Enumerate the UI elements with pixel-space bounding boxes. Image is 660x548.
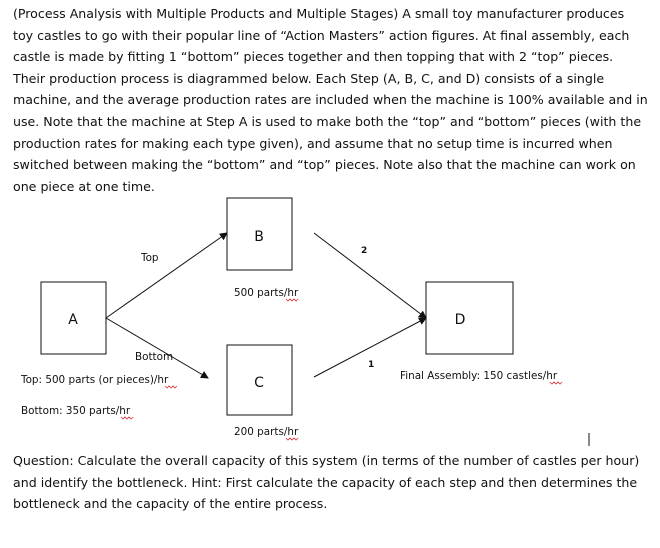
statement-line: (Process Analysis with Multiple Products and Multiple Stages) A small toy manufacturer produces [13, 6, 625, 21]
spellcheck-mark [286, 299, 298, 301]
step-d-rate: Final Assembly: 150 castles/hr [400, 370, 558, 382]
flow-arrow-a-to-b [106, 233, 227, 318]
spellcheck-mark [286, 438, 298, 440]
statement-line: one piece at one time. [13, 178, 155, 194]
flow-bottom-label: Bottom [135, 351, 174, 363]
step-b-label: B [254, 229, 264, 245]
statement-line: toy castles to go with their popular line of “Action Masters” action figures. At final assembly, each [13, 27, 630, 43]
step-c-rate: 200 parts/hr [234, 426, 299, 438]
step-d-box [426, 282, 513, 354]
qty-top-label: 2 [361, 246, 368, 256]
qty-bottom-label: 1 [368, 360, 375, 370]
question-line: Question: Calculate the overall capacity of this system (in terms of the number of castles per hour) [13, 453, 640, 468]
statement-line: switched between making the “bottom” and “top” pieces. Note also that the machine can work on [13, 157, 636, 173]
step-a-label: A [68, 312, 78, 328]
question-line: bottleneck and the capacity of the entire process. [13, 496, 328, 512]
step-a-top-rate: Top: 500 parts (or pieces)/hr [21, 374, 169, 386]
spellcheck-mark [550, 382, 562, 384]
question-text [13, 450, 643, 515]
statement-line: use. Note that the machine at Step A is used to make both the “top” and “bottom” pieces (with the [13, 113, 642, 129]
statement-line: Their production process is diagrammed below. Each Step (A, B, C, and D) consists of a single [13, 70, 605, 86]
step-b-rate: 500 parts/hr [234, 287, 299, 299]
statement-line: castle is made by fitting 1 “bottom” pieces together and then topping that with 2 “top” pieces. [13, 49, 614, 65]
statement-line: production rates for making each type given), and assume that no setup time is incurred when [13, 135, 613, 151]
flow-arrow-a-to-c [106, 318, 208, 378]
step-d-label: D [454, 312, 466, 328]
flow-top-label: Top [141, 252, 159, 264]
step-c-label: C [254, 375, 264, 391]
step-a-bottom-rate: Bottom: 350 parts/hr [21, 405, 131, 417]
statement-line: machine, and the average production rates are included when the machine is 100% available and in [13, 92, 648, 108]
flow-arrow-b-to-d [314, 233, 426, 318]
question-line: and identify the bottleneck. Hint: First calculate the capacity of each step and then determines the [13, 474, 638, 490]
spellcheck-mark [121, 417, 133, 419]
spellcheck-mark [165, 386, 177, 388]
